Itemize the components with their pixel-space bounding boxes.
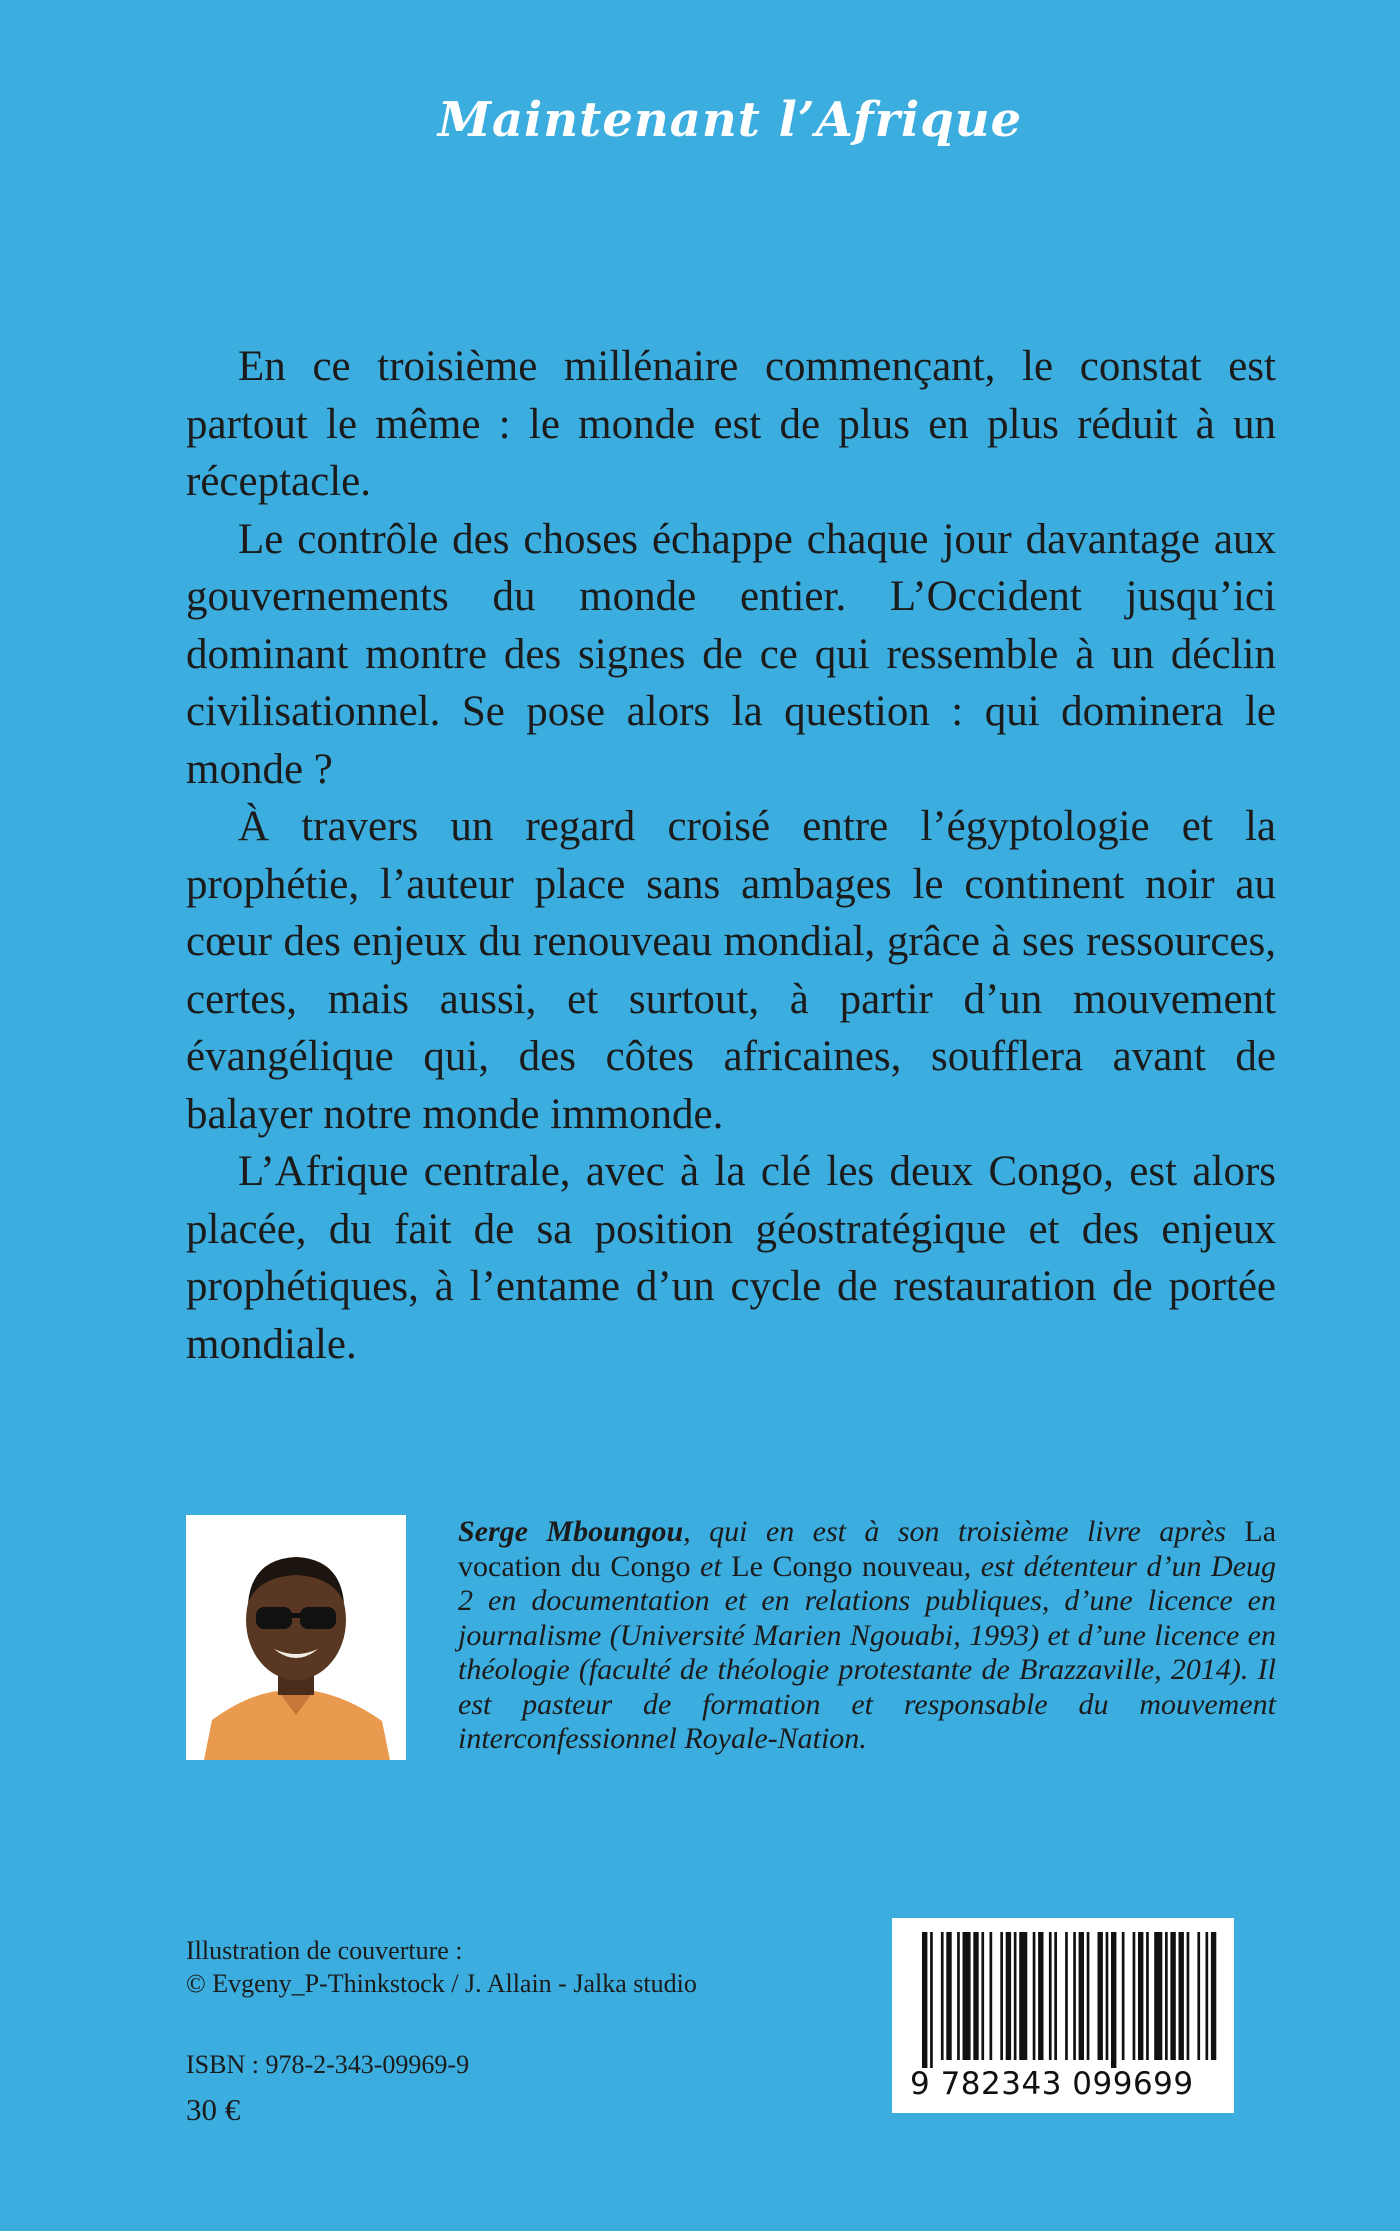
barcode-bar [1133,1932,1136,2060]
barcode-bar [1187,1932,1190,2060]
barcode-bar [1106,1932,1109,2060]
bio-text-1: , qui en est à son troisième livre après [683,1515,1245,1548]
barcode-bar [1206,1932,1209,2060]
book-reference-2: Le Congo nouveau [731,1549,964,1583]
back-cover-blurb [186,338,1276,1373]
barcode-bar [1054,1932,1057,2060]
price-label: 30 € [186,2092,241,2127]
author-portrait-image [186,1515,406,1760]
author-name: Serge Mboungou [458,1515,684,1548]
barcode-bar [990,1932,993,2060]
barcode-bar [973,1932,978,2060]
barcode-bar [1154,1932,1162,2060]
author-bio [458,1515,1276,1757]
barcode-bar [1170,1932,1175,2060]
barcode-bar [1014,1932,1017,2060]
barcode-bar [1079,1932,1084,2060]
barcode-bar [1098,1932,1103,2060]
barcode-bar [1038,1932,1043,2060]
barcode-bar [1087,1932,1090,2060]
credits-line-2: © Evgeny_P-Thinkstock / J. Allain - Jalka studio [186,1969,697,1998]
bio-text-3: , est détenteur d’un Deug 2 en documentation et en relations publiques, d’une licence en journalisme (Université Marien Ngouabi, 1993) et d’une licence en théologie (faculté de théologie protestante de Brazzaville, 2014). Il est pasteur de formation et responsable du mouvement interconfessionnel Royale-Nation. [458,1549,1277,1755]
barcode-bar [981,1932,984,2060]
barcode-digits: 9 782343 099699 [910,2066,1194,2102]
barcode-bar [1006,1932,1011,2060]
barcode [892,1918,1234,2113]
book-reference-1: La vocation du Congo [458,1515,1277,1583]
barcode-bar [957,1932,960,2060]
barcode-bar [1019,1932,1027,2060]
barcode-bars [892,1918,1234,2068]
blurb-paragraph-4: L’Afrique centrale, avec à la clé les deux Congo, est alors placée, du fait de sa position géostratégique et des enjeux prophétiques, à l’entame d’un cycle de restauration de portée mondiale. [186,1148,1276,1368]
barcode-bar [922,1932,927,2068]
barcode-bar [1033,1932,1036,2060]
book-title: Maintenant l’Afrique [437,92,1023,148]
blurb-paragraph-3: À travers un regard croisé entre l’égyptologie et la prophétie, l’auteur place sans ambages le continent noir au cœur des enjeux du renouveau mondial, grâce à ses ressources, certes, mais aussi, et surtout, à partir d’un mouvement évangélique qui, des côtes africaines, soufflera avant de balayer notre monde immonde. [186,803,1276,1138]
barcode-bar [946,1932,951,2060]
barcode-bar [1165,1932,1168,2060]
author-section [186,1515,1276,1765]
barcode-bar [963,1932,971,2060]
barcode-bar [1211,1932,1216,2060]
barcode-bar [1111,1932,1116,2068]
barcode-bar [941,1932,944,2060]
barcode-bar [1122,1932,1125,2060]
barcode-bar [1197,1932,1200,2060]
barcode-bar [1179,1932,1184,2060]
bio-text-2: et [690,1549,732,1583]
illustration-credits [186,1934,697,2000]
barcode-bar [1000,1932,1003,2060]
barcode-bar [930,1932,933,2068]
barcode-bar [1073,1932,1076,2060]
barcode-bar [1138,1932,1143,2060]
isbn-label: ISBN : 978-2-343-09969-9 [186,2050,470,2079]
barcode-bar [1146,1932,1149,2060]
author-photo [186,1515,406,1760]
credits-line-1: Illustration de couverture : [186,1936,463,1965]
blurb-paragraph-1: En ce troisième millénaire commençant, le constat est partout le même : le monde est de plus en plus réduit à un réceptacle. [186,343,1276,505]
blurb-paragraph-2: Le contrôle des choses échappe chaque jour davantage aux gouvernements du monde entier. L’Occident jusqu’ici dominant montre des signes de ce qui ressemble à un déclin civilisationnel. Se pose alors la question : qui dominera le monde ? [186,515,1276,793]
barcode-bar [1065,1932,1068,2060]
barcode-bar [1049,1932,1052,2060]
